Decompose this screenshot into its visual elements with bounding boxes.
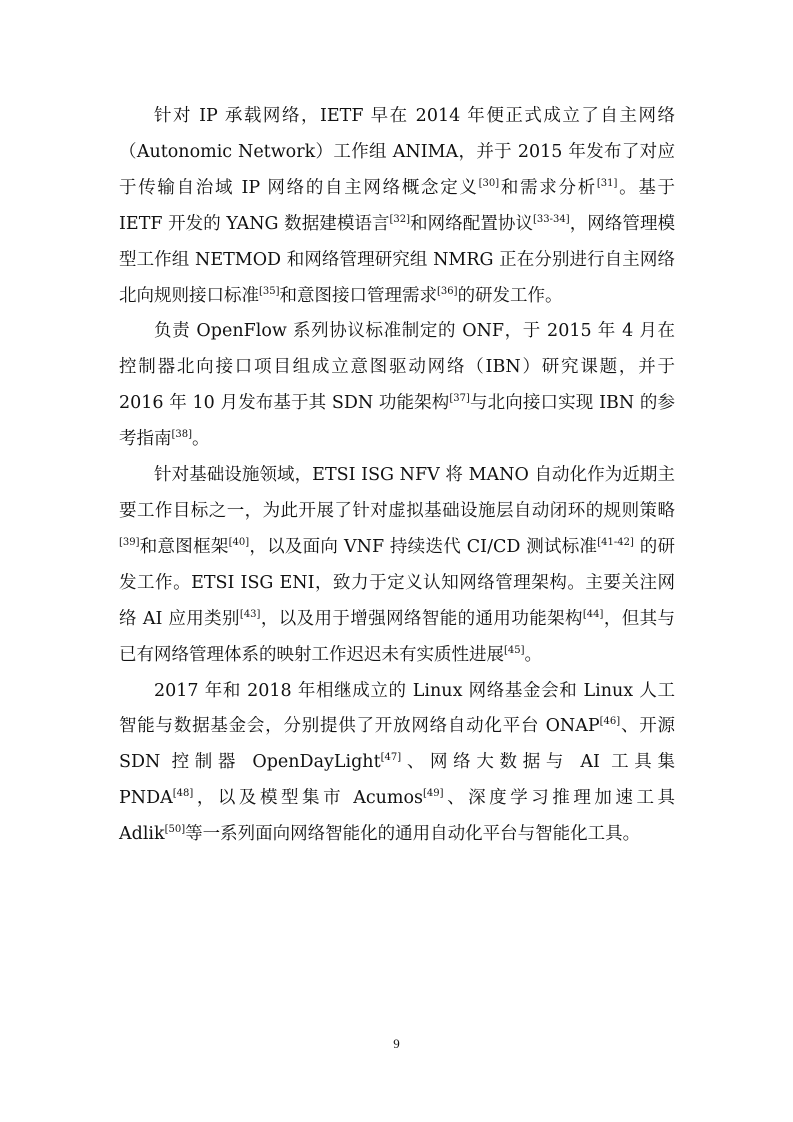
citation-ref: [43] — [239, 608, 261, 620]
paragraph-text: ，网络管理模型工作组 NETMOD 和网络管理研究组 NMRG 正在分别进行自主网络北向规则接口标准 — [119, 213, 676, 306]
citation-ref: [50] — [164, 824, 186, 836]
paragraph-text: 的研发工作。ETSI ISG ENI，致力于定义认知网络管理架构。主要关注网络 AI 应用类别 — [119, 536, 675, 629]
paragraph-text: 、网络大数据与 AI 工具集 PNDA — [119, 752, 675, 809]
paragraph-onf — [119, 314, 675, 458]
paragraph-text: 负责 OpenFlow 系列协议标准制定的 ONF，于 2015 年 4 月在控制器北向接口项目组成立意图驱动网络（IBN）研究课题，并于 2016 年 10 月发布基于其 SDN 功能架构 — [119, 321, 675, 414]
citation-ref: [45] — [504, 644, 525, 656]
paragraph-text: 针对 IP 承载网络，IETF 早在 2014 年便正式成立了自主网络（Autonomic Network）工作组 ANIMA，并于 2015 年发布了对应于传输自治域 IP 网络的自主网络概念定义 — [119, 106, 675, 198]
citation-ref: [31] — [596, 177, 618, 189]
paragraph-text: 。 — [524, 644, 543, 665]
citation-ref: [32] — [389, 213, 411, 225]
paragraph-text: ，以及用于增强网络智能的通用功能架构 — [260, 608, 583, 629]
citation-ref: [48] — [172, 788, 194, 800]
paragraph-text: ，以及面向 VNF 持续迭代 CI/CD 测试标准 — [249, 536, 598, 557]
paragraph-text: ，以及模型集市 Acumos — [193, 788, 424, 809]
citation-ref: [41-42] — [597, 536, 634, 548]
citation-ref: [30] — [478, 177, 500, 189]
paragraph-text: 的研发工作。 — [457, 285, 563, 306]
paragraph-text: 针对基础设施领域，ETSI ISG NFV 将 MANO 自动化作为近期主要工作目标之一，为此开展了针对虚拟基础设施层自动闭环的规则策略 — [119, 465, 675, 521]
citation-ref: [37] — [449, 393, 470, 405]
citation-ref: [40] — [228, 536, 250, 548]
paragraph-text: 与北向接口实现 IBN 的参考指南 — [119, 393, 675, 450]
paragraph-text: 。基于 IETF 开发的 YANG 数据建模语言 — [119, 177, 676, 234]
paragraph-ietf — [119, 99, 675, 314]
paragraph-text: 等一系列面向网络智能化的通用自动化平台与智能化工具。 — [185, 824, 641, 845]
citation-ref: [49] — [423, 788, 444, 800]
paragraph-linux-foundation — [119, 674, 675, 854]
body-text — [119, 99, 675, 853]
citation-ref: [46] — [599, 716, 621, 728]
citation-ref: [39] — [119, 536, 140, 548]
paragraph-etsi — [119, 458, 675, 673]
citation-ref: [44] — [582, 608, 604, 620]
paragraph-text: 2017 年和 2018 年相继成立的 Linux 网络基金会和 Linux 人工智能与数据基金会，分别提供了开放网络自动化平台 ONAP — [119, 680, 675, 737]
paragraph-text: 和需求分析 — [499, 177, 597, 198]
paragraph-text: 和意图框架 — [139, 536, 229, 557]
paragraph-text: 和意图接口管理需求 — [279, 285, 438, 306]
paragraph-text: 、开源 SDN 控制器 OpenDayLight — [119, 716, 676, 773]
page-number: 9 — [393, 1036, 400, 1051]
paragraph-text: 。 — [192, 429, 210, 450]
citation-ref: [36] — [437, 285, 458, 297]
citation-ref: [38] — [171, 429, 193, 441]
paragraph-text: 和网络配置协议 — [410, 213, 534, 234]
paragraph-text: ，但其与已有网络管理体系的映射工作迟迟未有实质性进展 — [119, 608, 676, 665]
citation-ref: [33-34] — [533, 213, 570, 225]
citation-ref: [35] — [259, 285, 280, 297]
citation-ref: [47] — [380, 752, 402, 764]
paragraph-text: 、深度学习推理加速工具 Adlik — [119, 788, 675, 845]
